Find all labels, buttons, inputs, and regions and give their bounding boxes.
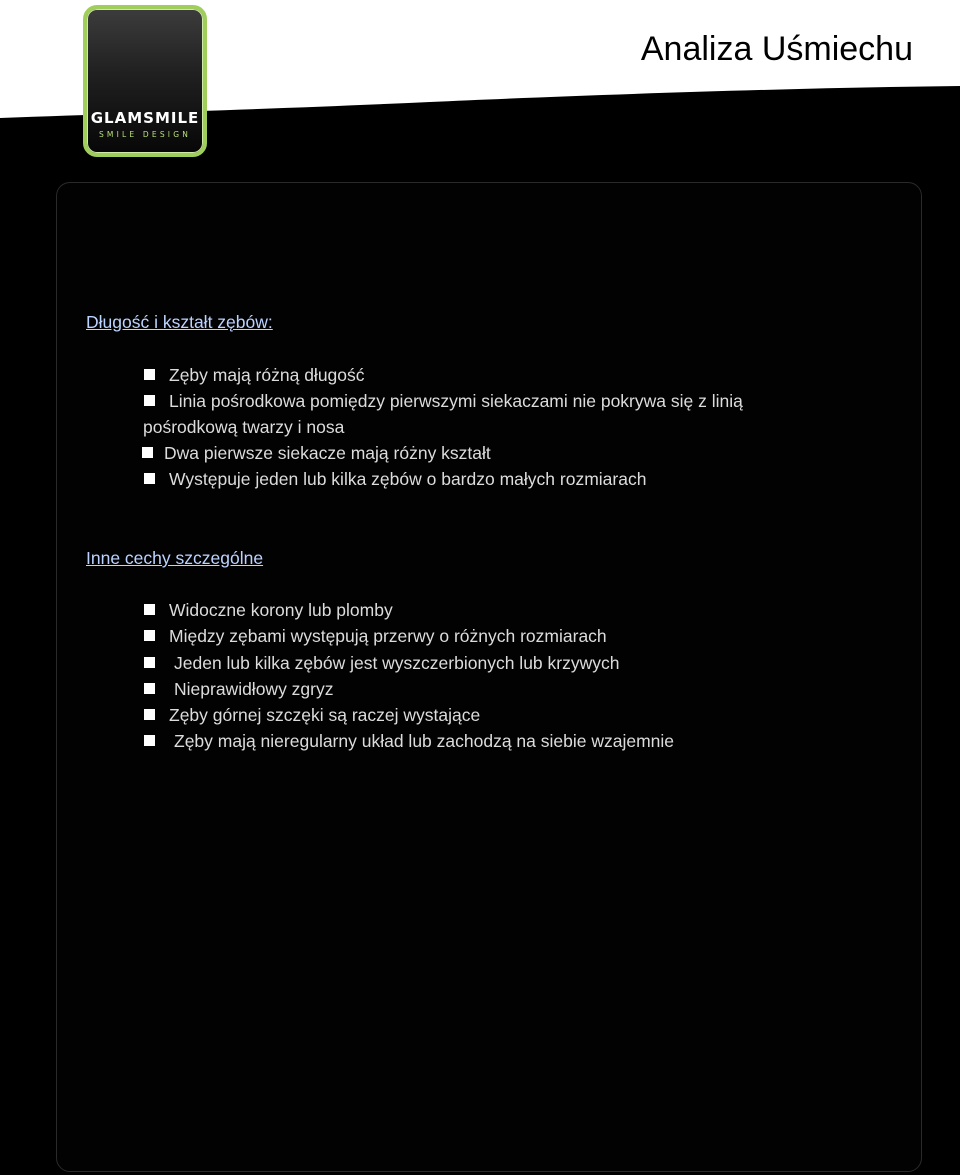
list-item: Zęby mają nieregularny układ lub zachodzą na siebie wzajemnie (174, 731, 675, 751)
section-heading-tooth-length: Długość i kształt zębów: (86, 312, 273, 332)
list-item: Występuje jeden lub kilka zębów o bardzo małych rozmiarach (169, 469, 647, 489)
bullet-icon (144, 657, 155, 668)
glamsmile-logo (83, 5, 207, 157)
bullet-icon (144, 735, 155, 746)
bullet-icon (142, 447, 153, 458)
list-item: Jeden lub kilka zębów jest wyszczerbionych lub krzywych (174, 653, 620, 673)
list-item: Widoczne korony lub plomby (169, 600, 393, 620)
list-item: Linia pośrodkowa pomiędzy pierwszymi siekaczami nie pokrywa się z linią (169, 391, 743, 411)
bullet-icon (144, 709, 155, 720)
bullet-icon (144, 683, 155, 694)
list-item: Dwa pierwsze siekacze mają różny kształt (164, 443, 491, 463)
list-item: Zęby górnej szczęki są raczej wystające (169, 705, 481, 725)
list-item-continuation: pośrodkową twarzy i nosa (143, 417, 345, 437)
list-item: Nieprawidłowy zgryz (174, 679, 334, 699)
logo-brand-name: GLAMSMILE (90, 109, 200, 127)
bullet-icon (144, 395, 155, 406)
list-item: Między zębami występują przerwy o różnych rozmiarach (169, 626, 607, 646)
bullet-icon (144, 630, 155, 641)
section-heading-other-features: Inne cechy szczególne (86, 548, 264, 568)
bullet-icon (144, 473, 155, 484)
bullet-icon (144, 369, 155, 380)
bullet-icon (144, 604, 155, 615)
page-title: Analiza Uśmiechu (640, 30, 913, 68)
list-item: Zęby mają różną długość (169, 365, 365, 385)
logo-tagline: SMILE DESIGN (98, 130, 192, 139)
